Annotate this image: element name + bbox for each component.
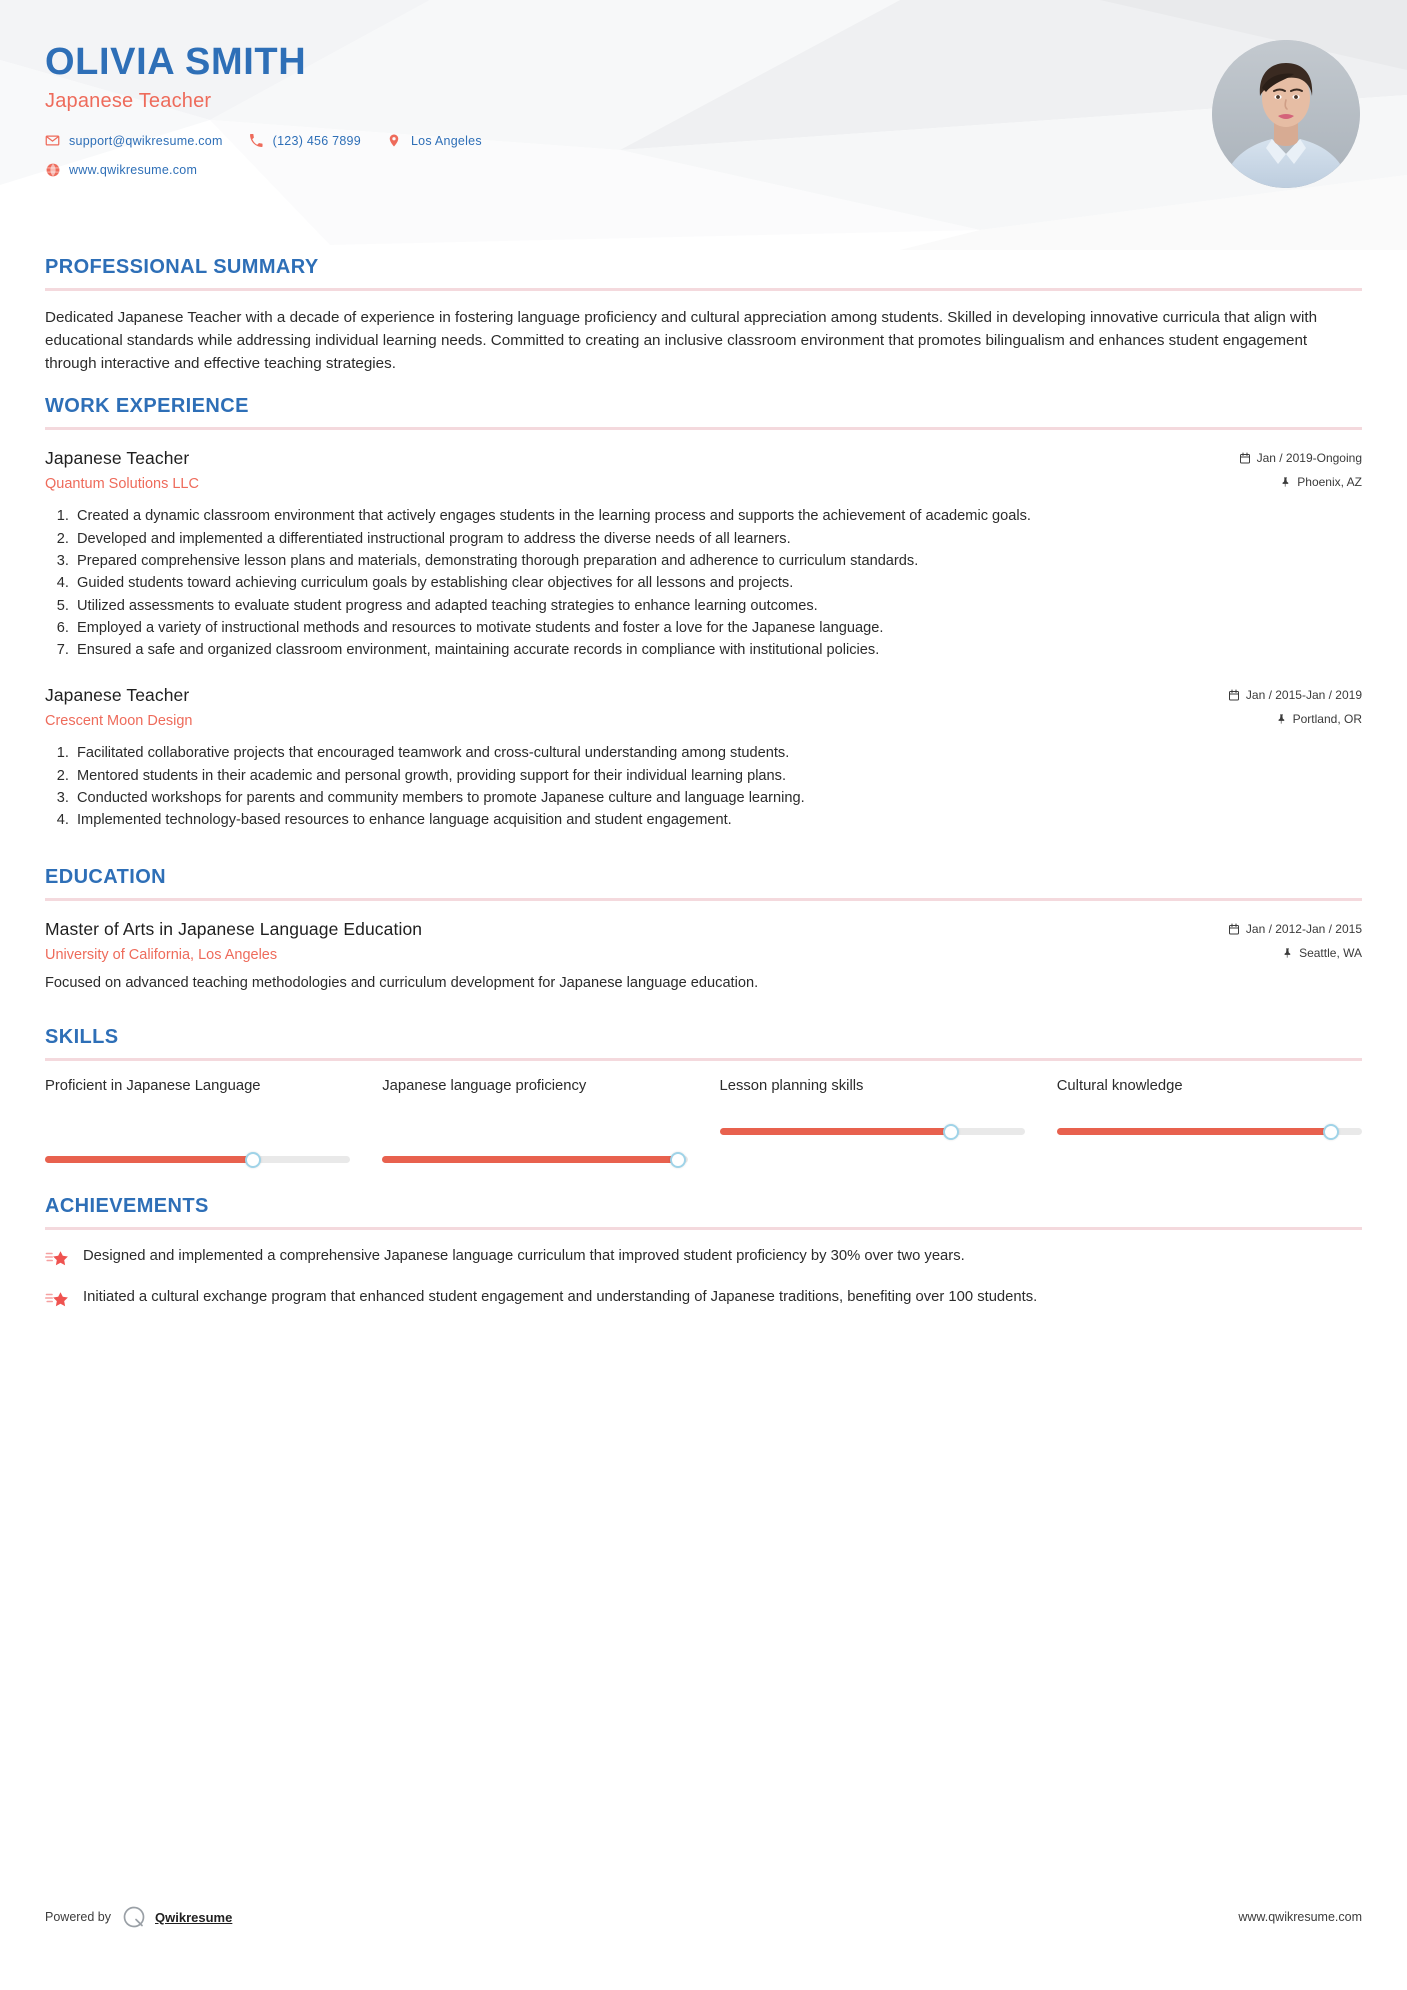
slider-fill <box>720 1128 952 1135</box>
experience-dates-text: Jan / 2015-Jan / 2019 <box>1245 688 1362 703</box>
skill-item <box>720 1077 1025 1169</box>
skill-item <box>382 1077 687 1169</box>
section-professional-summary <box>45 256 1362 375</box>
list-item: 4. Guided students toward achieving curriculum goals by establishing clear objectives for all lessons and projects. <box>73 573 1362 594</box>
pushpin-icon <box>1280 476 1291 488</box>
envelope-icon <box>45 133 60 148</box>
contact-info <box>45 133 508 177</box>
slider-track <box>1057 1128 1362 1135</box>
resume-header <box>0 0 1407 250</box>
section-title-education: EDUCATION <box>45 865 167 888</box>
education-degree: Master of Arts in Japanese Language Education <box>45 918 423 939</box>
education-dates-text: Jan / 2012-Jan / 2015 <box>1245 921 1362 936</box>
contact-phone[interactable] <box>249 133 361 148</box>
slider-track <box>720 1128 1025 1135</box>
skill-label: Japanese language proficiency <box>382 1077 587 1094</box>
slider-fill <box>1057 1128 1332 1135</box>
slider-knob[interactable] <box>245 1152 261 1168</box>
pushpin-icon <box>1282 947 1293 959</box>
section-divider <box>45 898 1362 901</box>
list-item: 2. Mentored students in their academic and personal growth, providing support for their individual learning plans. <box>73 766 1362 787</box>
skill-label: Lesson planning skills <box>719 1077 864 1094</box>
experience-company: Quantum Solutions LLC <box>45 476 199 493</box>
skill-item <box>45 1077 350 1169</box>
education-dates <box>1228 922 1362 936</box>
section-achievements <box>45 1195 1362 1314</box>
list-item <box>45 1287 1362 1314</box>
footer-url[interactable]: www.qwikresume.com <box>1238 1910 1362 1924</box>
education-location <box>1282 946 1362 960</box>
experience-bullets <box>45 743 1362 831</box>
education-description: Focused on advanced teaching methodologies and curriculum development for Japanese language education. <box>45 974 759 991</box>
footer-branding <box>45 1904 232 1930</box>
section-divider <box>45 288 1362 291</box>
resume-footer <box>0 1904 1407 1930</box>
qwikresume-logo-icon <box>121 1904 147 1930</box>
list-item <box>45 1246 1362 1273</box>
experience-job-title: Japanese Teacher <box>45 448 190 469</box>
contact-website[interactable] <box>45 162 197 177</box>
section-skills <box>45 1026 1362 1169</box>
calendar-icon <box>1228 923 1240 935</box>
experience-bullets <box>45 506 1362 661</box>
job-role: Japanese Teacher <box>45 90 212 113</box>
slider-knob[interactable] <box>1323 1124 1339 1140</box>
experience-dates <box>1239 451 1362 465</box>
section-work-experience <box>45 395 1362 831</box>
experience-dates-text: Jan / 2019-Ongoing <box>1256 451 1362 466</box>
globe-icon <box>45 162 60 177</box>
section-divider <box>45 1227 1362 1230</box>
experience-dates <box>1228 688 1362 702</box>
list-item: 6. Employed a variety of instructional methods and resources to motivate students and foster a love for the Japanese language. <box>73 618 1362 639</box>
experience-company: Crescent Moon Design <box>45 713 193 730</box>
identity-block <box>45 36 508 191</box>
skill-slider[interactable] <box>382 1151 687 1169</box>
achievement-text: Designed and implemented a comprehensive Japanese language curriculum that improved student proficiency by 30% over two years. <box>83 1247 965 1264</box>
list-item: 1. Facilitated collaborative projects that encouraged teamwork and cross-cultural understanding among students. <box>73 743 1362 764</box>
experience-location-text: Portland, OR <box>1292 712 1362 727</box>
slider-track <box>45 1156 350 1163</box>
list-item: 2. Developed and implemented a differentiated instructional program to address the diverse needs of all learners. <box>73 529 1362 550</box>
experience-job-title: Japanese Teacher <box>45 685 190 706</box>
summary-text: Dedicated Japanese Teacher with a decade of experience in fostering language proficiency and cultural appreciation among students. Skilled in developing innovative curricula that align with educational standards while addressing individual learning needs. Committed to creating an inclusive classroom environment that promotes bilingualism and enhances student engagement through interactive and effective teaching strategies. <box>45 309 1318 372</box>
slider-track <box>382 1156 687 1163</box>
list-item: 7. Ensured a safe and organized classroom environment, maintaining accurate records in compliance with institutional policies. <box>73 640 1362 661</box>
contact-location-text: Los Angeles <box>410 133 482 148</box>
map-pin-icon <box>387 133 402 148</box>
powered-by-label: Powered by <box>45 1910 112 1924</box>
education-school: University of California, Los Angeles <box>45 946 278 963</box>
list-item: 3. Prepared comprehensive lesson plans and materials, demonstrating thorough preparation and adherence to curriculum standards. <box>73 551 1362 572</box>
shooting-star-icon <box>45 1247 71 1273</box>
achievement-text: Initiated a cultural exchange program that enhanced student engagement and understanding of Japanese traditions, benefiting over 100 students. <box>83 1288 1038 1305</box>
brand-link[interactable]: Qwikresume <box>155 1909 233 1925</box>
skill-label: Proficient in Japanese Language <box>45 1077 261 1094</box>
skills-grid <box>45 1077 1362 1169</box>
full-name: OLIVIA SMITH <box>45 41 307 83</box>
contact-row-primary <box>45 133 508 148</box>
section-title-summary: PROFESSIONAL SUMMARY <box>45 256 319 278</box>
slider-knob[interactable] <box>943 1124 959 1140</box>
section-title-achievements: ACHIEVEMENTS <box>45 1194 209 1217</box>
calendar-icon <box>1239 452 1251 464</box>
experience-location <box>1280 475 1362 489</box>
list-item: 4. Implemented technology-based resources to enhance language acquisition and student engagement. <box>73 810 1362 831</box>
pushpin-icon <box>1276 713 1287 725</box>
achievements-list <box>45 1246 1362 1314</box>
section-divider <box>45 427 1362 430</box>
skill-slider[interactable] <box>45 1151 350 1169</box>
list-item: 3. Conducted workshops for parents and community members to promote Japanese culture and language learning. <box>73 788 1362 809</box>
list-item: 1. Created a dynamic classroom environment that actively engages students in the learning process and supports the achievement of academic goals. <box>73 506 1362 527</box>
skill-slider[interactable] <box>1057 1123 1362 1141</box>
contact-row-secondary <box>45 162 508 177</box>
section-divider <box>45 1058 1362 1061</box>
experience-entry <box>45 448 1362 661</box>
resume-content <box>0 256 1407 1314</box>
section-title-skills: SKILLS <box>45 1025 119 1048</box>
list-item: 5. Utilized assessments to evaluate student progress and adapted teaching strategies to enhance learning outcomes. <box>73 596 1362 617</box>
phone-icon <box>249 133 264 148</box>
skill-label: Cultural knowledge <box>1056 1077 1183 1094</box>
education-location-text: Seattle, WA <box>1299 945 1362 960</box>
calendar-icon <box>1228 689 1240 701</box>
section-education <box>45 866 1362 994</box>
education-entry <box>45 919 1362 994</box>
skill-slider[interactable] <box>720 1123 1025 1141</box>
skill-item <box>1057 1077 1362 1169</box>
experience-entry <box>45 685 1362 831</box>
section-title-experience: WORK EXPERIENCE <box>45 395 249 418</box>
slider-fill <box>45 1156 253 1163</box>
contact-website-text: www.qwikresume.com <box>69 162 198 177</box>
shooting-star-icon <box>45 1288 71 1314</box>
experience-location <box>1276 712 1362 726</box>
slider-fill <box>382 1156 678 1163</box>
contact-location[interactable] <box>387 133 482 148</box>
contact-email-text: support@qwikresume.com <box>69 133 223 148</box>
slider-knob[interactable] <box>670 1152 686 1168</box>
profile-photo <box>1212 40 1360 188</box>
contact-email[interactable] <box>45 133 223 148</box>
avatar <box>1212 40 1360 188</box>
contact-phone-text: (123) 456 7899 <box>272 133 361 148</box>
experience-location-text: Phoenix, AZ <box>1297 475 1362 490</box>
